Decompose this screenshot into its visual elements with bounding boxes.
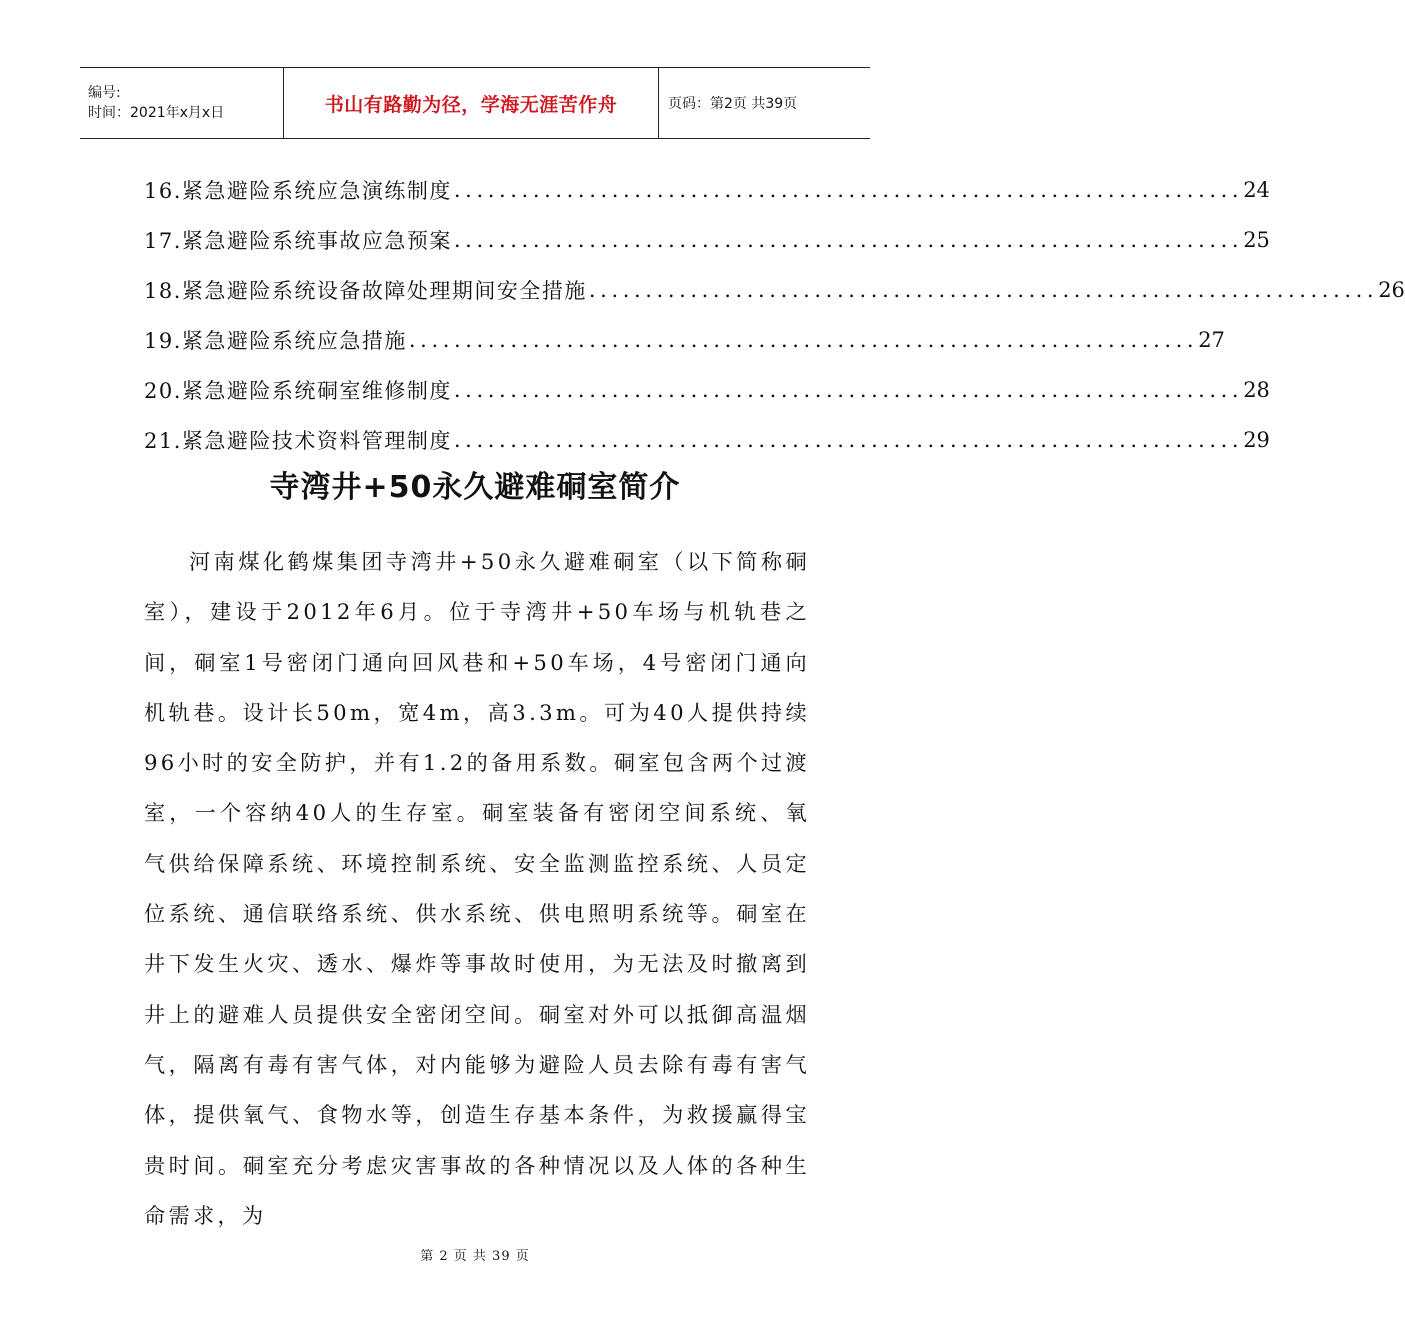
- body-paragraph: 河南煤化鹤煤集团寺湾井+50永久避难硐室（以下简称硐室），建设于2012年6月。位于寺湾井+50车场与机轨巷之间，硐室1号密闭门通向回风巷和+50车场，4号密闭门通向机轨巷。设计长50m，宽4m，高3.3m。可为40人提供持续96小时的安全防护，并有1.2的备用系数。硐室包含两个过渡室，一个容纳40人的生存室。硐室装备有密闭空间系统、氧气供给保障系统、环境控制系统、安全监测监控系统、人员定位系统、通信联络系统、供水系统、供电照明系统等。硐室在井下发生火灾、透水、爆炸等事故时使用，为无法及时撤离到井上的避难人员提供安全密闭空间。硐室对外可以抵御高温烟气，隔离有毒有害气体，对内能够为避险人员去除有毒有害气体，提供氧气、食物水等，创造生存基本条件，为救援赢得宝贵时间。硐室充分考虑灾害事故的各种情况以及人体的各种生命需求，为: [144, 549, 810, 1228]
- toc-entry[interactable]: [144, 165, 1270, 215]
- page-header: [80, 67, 870, 139]
- toc-entry[interactable]: [144, 415, 1270, 465]
- toc-page: 25: [1243, 228, 1270, 252]
- toc-leader: ......................................................................: [408, 328, 1199, 352]
- toc-label: 21.紧急避险技术资料管理制度: [144, 429, 452, 453]
- toc-leader: ......................................................................: [453, 428, 1244, 452]
- toc-entry[interactable]: [144, 315, 1225, 365]
- toc-leader: ......................................................................: [453, 378, 1244, 402]
- toc-label: 17.紧急避险系统事故应急预案: [144, 229, 452, 253]
- toc-leader: ......................................................................: [453, 228, 1244, 252]
- toc-page: 24: [1243, 178, 1270, 202]
- header-page-info: 页码：第2页 共39页: [668, 96, 798, 112]
- header-page-info-cell: [659, 68, 870, 138]
- header-motto: 书山有路勤为径，学海无涯苦作舟: [324, 93, 618, 116]
- header-motto-cell: [284, 68, 659, 138]
- toc-label: 16.紧急避险系统应急演练制度: [144, 179, 452, 203]
- toc-entry[interactable]: [144, 265, 1405, 315]
- toc-page: 28: [1243, 378, 1270, 402]
- toc-leader: ......................................................................: [453, 178, 1244, 202]
- toc-entry[interactable]: [144, 215, 1270, 265]
- time-label: 时间：2021年x月x日: [88, 105, 225, 121]
- table-of-contents: [144, 165, 1405, 465]
- toc-page: 26: [1378, 278, 1405, 302]
- toc-leader: ......................................................................: [588, 278, 1379, 302]
- page-footer: 第 2 页 共 39 页: [420, 1249, 530, 1264]
- toc-entry[interactable]: [144, 365, 1270, 415]
- header-meta: [80, 68, 284, 138]
- section-title: 寺湾井+50永久避难硐室简介: [269, 470, 681, 505]
- toc-label: 19.紧急避险系统应急措施: [144, 329, 407, 353]
- code-label: 编号:: [88, 85, 121, 101]
- toc-label: 20.紧急避险系统硐室维修制度: [144, 379, 452, 403]
- toc-page: 27: [1198, 328, 1225, 352]
- toc-label: 18.紧急避险系统设备故障处理期间安全措施: [144, 279, 587, 303]
- toc-page: 29: [1243, 428, 1270, 452]
